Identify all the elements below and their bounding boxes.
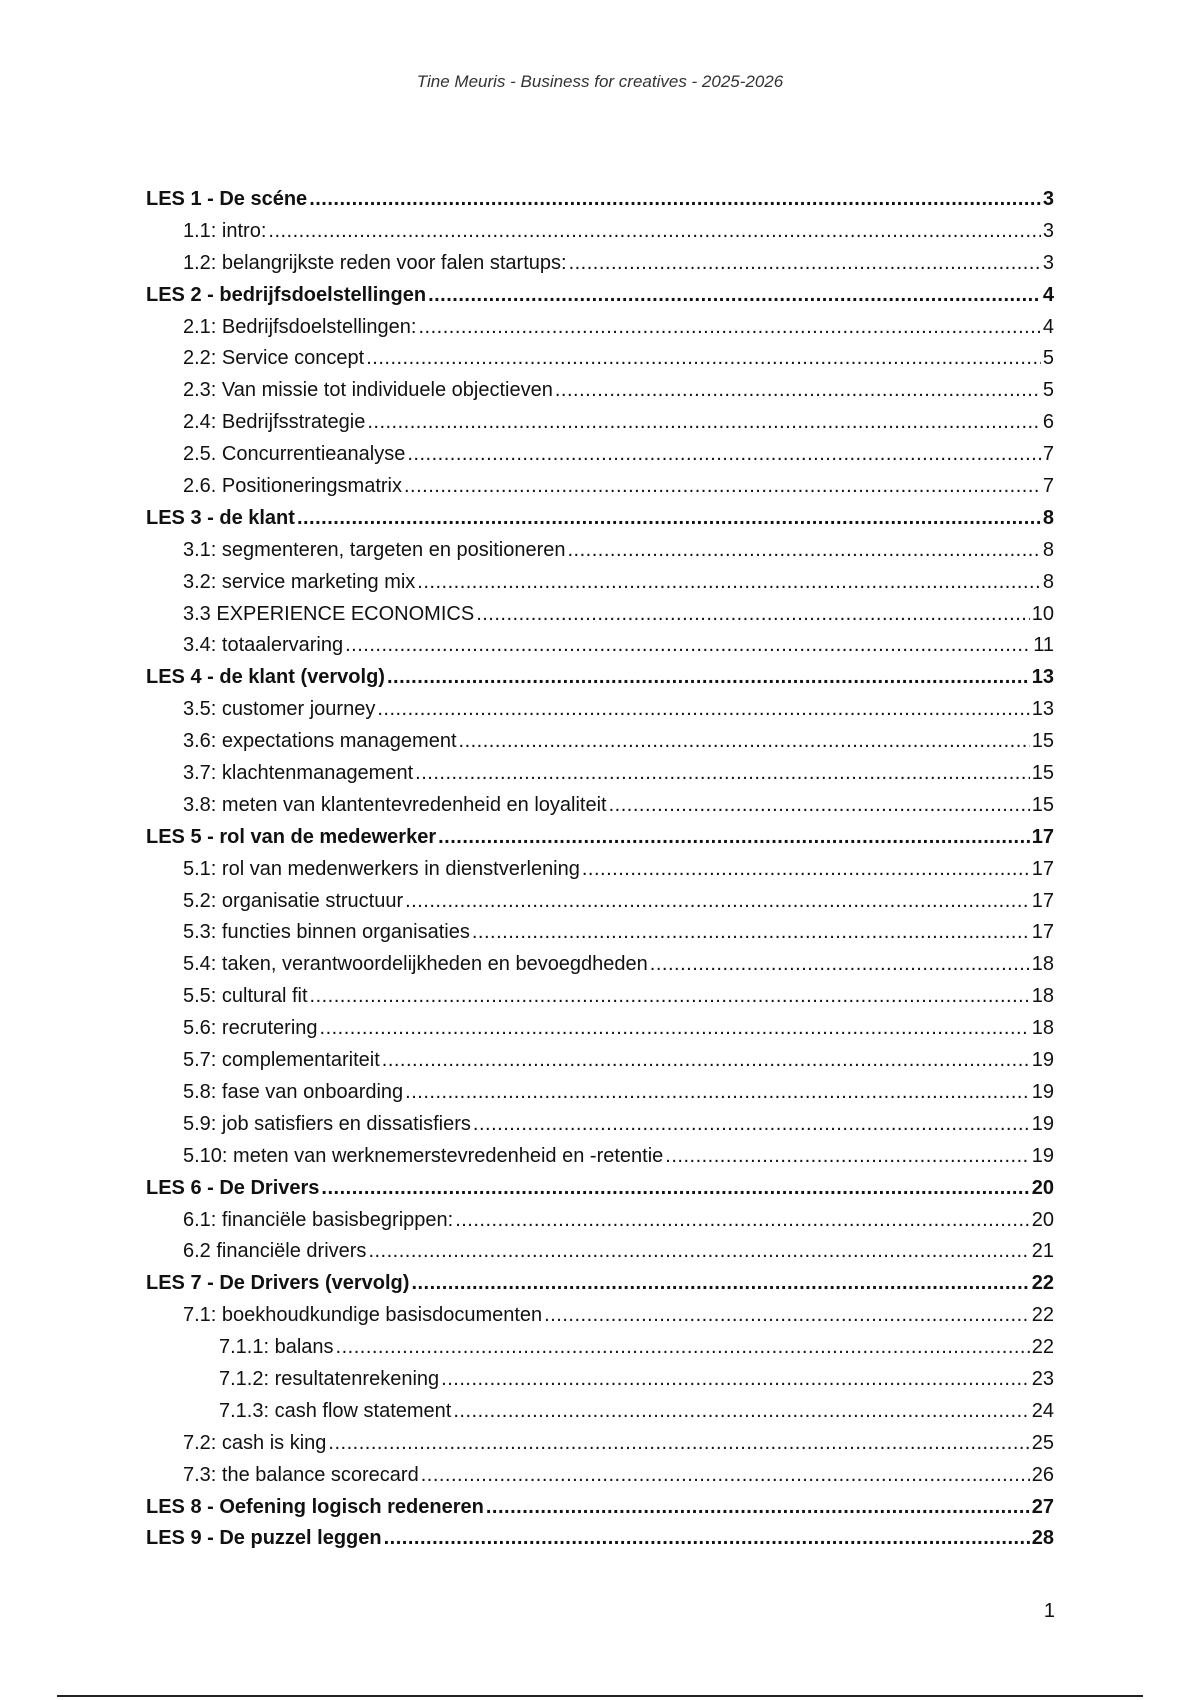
toc-dot-leader xyxy=(415,758,1030,790)
toc-entry-title: 5.1: rol van medenwerkers in dienstverlening xyxy=(183,857,580,880)
toc-entry-page: 4 xyxy=(1042,283,1054,306)
toc-dot-leader xyxy=(405,886,1030,918)
toc-section-entry[interactable] xyxy=(146,248,1054,280)
toc-entry-title: 5.9: job satisfiers en dissatisfiers xyxy=(183,1112,471,1135)
toc-entry-page: 8 xyxy=(1042,506,1054,529)
toc-entry-title: 3.4: totaalervaring xyxy=(183,634,344,657)
toc-entry-title: 2.4: Bedrijfsstrategie xyxy=(183,411,366,434)
page-bottom-divider xyxy=(57,1695,1143,1697)
toc-entry-title: 7.1.2: resultatenrekening xyxy=(219,1367,440,1390)
toc-entry-page: 17 xyxy=(1031,857,1054,880)
toc-entry-title: 3.6: expectations management xyxy=(183,730,457,753)
toc-dot-leader xyxy=(455,1205,1030,1237)
toc-dot-leader xyxy=(382,1045,1030,1077)
toc-entry-page: 4 xyxy=(1042,315,1054,338)
toc-entry-page: 15 xyxy=(1031,762,1054,785)
toc-entry-title: 7.1.1: balans xyxy=(219,1336,334,1359)
toc-entry-title: 7.1.3: cash flow statement xyxy=(219,1399,452,1422)
toc-entry-page: 22 xyxy=(1031,1336,1054,1359)
toc-chapter-entry[interactable] xyxy=(146,1173,1054,1205)
toc-entry-page: 10 xyxy=(1031,602,1054,625)
toc-dot-leader xyxy=(321,1173,1029,1205)
toc-section-entry[interactable] xyxy=(146,1364,1054,1396)
toc-section-entry[interactable] xyxy=(146,758,1054,790)
toc-dot-leader xyxy=(609,790,1030,822)
toc-entry-title: 3.3 EXPERIENCE ECONOMICS xyxy=(183,602,475,625)
toc-entry-page: 26 xyxy=(1031,1463,1054,1486)
toc-entry-title: 1.2: belangrijkste reden voor falen startups: xyxy=(183,251,567,274)
toc-section-entry[interactable] xyxy=(146,471,1054,503)
toc-section-entry[interactable] xyxy=(146,343,1054,375)
toc-dot-leader xyxy=(366,343,1041,375)
toc-entry-page: 19 xyxy=(1031,1049,1054,1072)
toc-dot-leader xyxy=(472,917,1030,949)
toc-entry-page: 3 xyxy=(1042,219,1054,242)
toc-entry-title: LES 7 - De Drivers (vervolg) xyxy=(146,1272,410,1295)
toc-dot-leader xyxy=(309,184,1041,216)
toc-dot-leader xyxy=(459,726,1030,758)
toc-section-entry[interactable] xyxy=(146,694,1054,726)
toc-entry-title: 3.5: customer journey xyxy=(183,698,376,721)
toc-section-entry[interactable] xyxy=(146,1396,1054,1428)
toc-chapter-entry[interactable] xyxy=(146,1268,1054,1300)
toc-entry-page: 6 xyxy=(1042,411,1054,434)
toc-entry-title: LES 3 - de klant xyxy=(146,506,295,529)
toc-chapter-entry[interactable] xyxy=(146,280,1054,312)
toc-entry-page: 8 xyxy=(1042,570,1054,593)
toc-entry-title: LES 1 - De scéne xyxy=(146,188,308,210)
toc-entry-page: 17 xyxy=(1031,921,1054,944)
toc-section-entry[interactable] xyxy=(146,949,1054,981)
toc-entry-page: 19 xyxy=(1031,1080,1054,1103)
toc-entry-title: 5.5: cultural fit xyxy=(183,985,308,1008)
toc-dot-leader xyxy=(310,981,1030,1013)
toc-dot-leader xyxy=(476,599,1030,631)
toc-dot-leader xyxy=(569,248,1041,280)
toc-dot-leader xyxy=(473,1109,1030,1141)
toc-entry-title: LES 6 - De Drivers xyxy=(146,1176,320,1199)
toc-section-entry[interactable] xyxy=(146,1141,1054,1173)
toc-entry-page: 15 xyxy=(1031,730,1054,753)
toc-entry-page: 25 xyxy=(1031,1431,1054,1454)
toc-dot-leader xyxy=(582,854,1030,886)
toc-section-entry[interactable] xyxy=(146,886,1054,918)
toc-entry-title: 6.1: financiële basisbegrippen: xyxy=(183,1208,454,1231)
toc-entry-page: 3 xyxy=(1042,188,1054,210)
toc-entry-page: 3 xyxy=(1042,251,1054,274)
toc-section-entry[interactable] xyxy=(146,1332,1054,1364)
toc-entry-title: 5.6: recrutering xyxy=(183,1017,318,1040)
toc-section-entry[interactable] xyxy=(146,630,1054,662)
toc-entry-page: 18 xyxy=(1031,985,1054,1008)
toc-chapter-entry[interactable] xyxy=(146,1523,1054,1555)
toc-entry-title: 2.1: Bedrijfsdoelstellingen: xyxy=(183,315,417,338)
toc-entry-title: LES 5 - rol van de medewerker xyxy=(146,825,437,848)
toc-dot-leader xyxy=(345,630,1031,662)
toc-section-entry[interactable] xyxy=(146,1428,1054,1460)
page-number: 1 xyxy=(1043,1600,1055,1622)
toc-section-entry[interactable] xyxy=(146,1077,1054,1109)
toc-section-entry[interactable] xyxy=(146,216,1054,248)
toc-entry-title: 5.4: taken, verantwoordelijkheden en bevoegdheden xyxy=(183,953,648,976)
table-of-contents xyxy=(146,184,1054,1555)
page-header: Tine Meuris - Business for creatives - 2025-2026 xyxy=(416,72,784,91)
toc-dot-leader xyxy=(297,503,1041,535)
toc-entry-page: 13 xyxy=(1031,698,1054,721)
toc-section-entry[interactable] xyxy=(146,1109,1054,1141)
toc-section-entry[interactable] xyxy=(146,1236,1054,1268)
toc-dot-leader xyxy=(567,535,1040,567)
toc-section-entry[interactable] xyxy=(146,439,1054,471)
toc-section-entry[interactable] xyxy=(146,854,1054,886)
toc-dot-leader xyxy=(411,1268,1029,1300)
toc-dot-leader xyxy=(544,1300,1030,1332)
toc-dot-leader xyxy=(438,822,1030,854)
toc-section-entry[interactable] xyxy=(146,599,1054,631)
toc-entry-page: 17 xyxy=(1031,825,1054,848)
toc-entry-page: 23 xyxy=(1031,1367,1054,1390)
toc-entry-page: 17 xyxy=(1031,889,1054,912)
toc-entry-page: 20 xyxy=(1031,1176,1054,1199)
toc-entry-page: 27 xyxy=(1031,1495,1054,1518)
toc-chapter-entry[interactable] xyxy=(146,822,1054,854)
toc-entry-page: 7 xyxy=(1042,475,1054,498)
toc-dot-leader xyxy=(377,694,1029,726)
toc-dot-leader xyxy=(320,1013,1030,1045)
toc-entry-title: 2.5. Concurrentieanalyse xyxy=(183,443,406,466)
toc-dot-leader xyxy=(336,1332,1030,1364)
toc-dot-leader xyxy=(665,1141,1029,1173)
toc-section-entry[interactable] xyxy=(146,981,1054,1013)
toc-entry-title: 1.1: intro: xyxy=(183,219,267,242)
toc-entry-page: 7 xyxy=(1042,443,1054,466)
toc-dot-leader xyxy=(453,1396,1029,1428)
toc-entry-title: 3.2: service marketing mix xyxy=(183,570,416,593)
toc-section-entry[interactable] xyxy=(146,917,1054,949)
toc-chapter-entry[interactable] xyxy=(146,184,1054,216)
toc-entry-title: LES 9 - De puzzel leggen xyxy=(146,1527,382,1550)
toc-entry-page: 24 xyxy=(1031,1399,1054,1422)
toc-dot-leader xyxy=(428,280,1041,312)
toc-chapter-entry[interactable] xyxy=(146,503,1054,535)
toc-entry-page: 18 xyxy=(1031,1017,1054,1040)
toc-section-entry[interactable] xyxy=(146,790,1054,822)
toc-section-entry[interactable] xyxy=(146,1205,1054,1237)
toc-entry-title: LES 8 - Oefening logisch redeneren xyxy=(146,1495,484,1518)
toc-entry-title: 3.8: meten van klantentevredenheid en loyaliteit xyxy=(183,793,607,816)
toc-chapter-entry[interactable] xyxy=(146,662,1054,694)
toc-section-entry[interactable] xyxy=(146,1045,1054,1077)
toc-section-entry[interactable] xyxy=(146,407,1054,439)
toc-entry-page: 22 xyxy=(1031,1304,1054,1327)
toc-entry-page: 5 xyxy=(1042,347,1054,370)
toc-entry-page: 13 xyxy=(1031,666,1054,689)
toc-dot-leader xyxy=(328,1428,1029,1460)
toc-dot-leader xyxy=(441,1364,1030,1396)
toc-entry-title: LES 2 - bedrijfsdoelstellingen xyxy=(146,283,427,306)
toc-dot-leader xyxy=(407,439,1041,471)
toc-section-entry[interactable] xyxy=(146,1300,1054,1332)
toc-entry-title: 5.2: organisatie structuur xyxy=(183,889,404,912)
toc-entry-title: 5.3: functies binnen organisaties xyxy=(183,921,470,944)
toc-dot-leader xyxy=(417,567,1041,599)
toc-entry-title: 2.3: Van missie tot individuele objectieven xyxy=(183,379,553,402)
toc-entry-title: LES 4 - de klant (vervolg) xyxy=(146,666,385,689)
toc-entry-title: 5.7: complementariteit xyxy=(183,1049,380,1072)
toc-section-entry[interactable] xyxy=(146,1013,1054,1045)
toc-chapter-entry[interactable] xyxy=(146,1492,1054,1524)
toc-entry-title: 3.1: segmenteren, targeten en positioneren xyxy=(183,538,566,561)
toc-dot-leader xyxy=(404,471,1041,503)
toc-entry-page: 15 xyxy=(1031,793,1054,816)
toc-dot-leader xyxy=(387,662,1030,694)
toc-dot-leader xyxy=(405,1077,1030,1109)
toc-entry-page: 11 xyxy=(1033,634,1054,657)
toc-dot-leader xyxy=(418,312,1040,344)
toc-entry-page: 8 xyxy=(1042,538,1054,561)
toc-entry-title: 5.10: meten van werknemerstevredenheid en -retentie xyxy=(183,1144,664,1167)
toc-section-entry[interactable] xyxy=(146,567,1054,599)
toc-entry-title: 7.2: cash is king xyxy=(183,1431,327,1454)
toc-dot-leader xyxy=(421,1460,1030,1492)
toc-entry-page: 22 xyxy=(1031,1272,1054,1295)
toc-entry-page: 19 xyxy=(1031,1112,1054,1135)
toc-section-entry[interactable] xyxy=(146,375,1054,407)
toc-entry-page: 28 xyxy=(1031,1527,1054,1550)
toc-section-entry[interactable] xyxy=(146,312,1054,344)
toc-entry-title: 2.6. Positioneringsmatrix xyxy=(183,475,402,498)
toc-entry-page: 20 xyxy=(1031,1208,1054,1231)
toc-dot-leader xyxy=(268,216,1040,248)
toc-entry-page: 19 xyxy=(1031,1144,1054,1167)
toc-dot-leader xyxy=(486,1492,1030,1524)
toc-dot-leader xyxy=(650,949,1030,981)
toc-dot-leader xyxy=(368,1236,1029,1268)
toc-dot-leader xyxy=(384,1523,1030,1555)
toc-dot-leader xyxy=(555,375,1041,407)
toc-entry-page: 18 xyxy=(1031,953,1054,976)
toc-entry-page: 5 xyxy=(1042,379,1054,402)
toc-entry-title: 5.8: fase van onboarding xyxy=(183,1080,404,1103)
toc-entry-page: 21 xyxy=(1031,1240,1054,1263)
toc-entry-title: 6.2 financiële drivers xyxy=(183,1240,367,1263)
toc-section-entry[interactable] xyxy=(146,726,1054,758)
toc-dot-leader xyxy=(367,407,1041,439)
toc-section-entry[interactable] xyxy=(146,535,1054,567)
toc-section-entry[interactable] xyxy=(146,1460,1054,1492)
toc-entry-title: 2.2: Service concept xyxy=(183,347,365,370)
toc-entry-title: 7.3: the balance scorecard xyxy=(183,1463,419,1486)
toc-entry-title: 7.1: boekhoudkundige basisdocumenten xyxy=(183,1304,543,1327)
toc-entry-title: 3.7: klachtenmanagement xyxy=(183,762,414,785)
